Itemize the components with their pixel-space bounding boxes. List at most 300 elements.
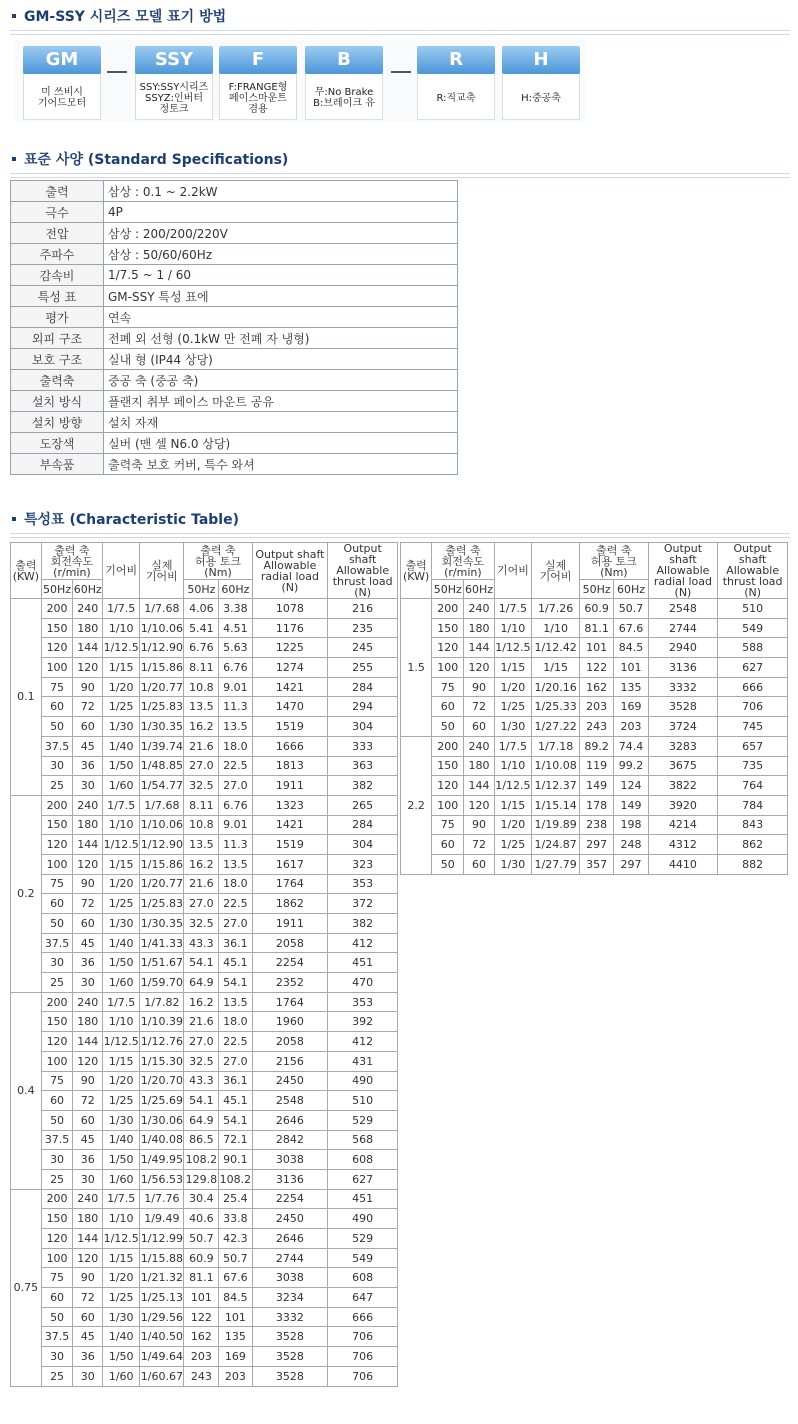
header-line: shaft [738, 553, 767, 566]
table-row [11, 1189, 398, 1209]
data-cell: 238 [580, 815, 614, 835]
divider [10, 30, 790, 35]
data-cell: 1/20 [494, 815, 532, 835]
data-cell: 120 [464, 658, 494, 678]
bullet-icon [12, 14, 16, 18]
data-cell: 101 [614, 658, 648, 678]
spec-row [11, 412, 458, 433]
data-cell: 100 [41, 854, 73, 874]
data-cell: 284 [328, 815, 398, 835]
data-cell: 745 [718, 717, 788, 737]
spec-row [11, 265, 458, 286]
data-cell: 150 [432, 618, 464, 638]
data-cell: 1/10.08 [532, 756, 580, 776]
table-row [11, 1071, 398, 1091]
data-cell: 72.1 [219, 1130, 252, 1150]
data-cell: 16.2 [184, 992, 219, 1012]
data-cell: 13.5 [184, 835, 219, 855]
spec-row [11, 202, 458, 223]
header-line: (KW) [12, 569, 39, 583]
data-cell: 13.5 [219, 992, 252, 1012]
data-cell: 25.4 [219, 1189, 252, 1209]
data-cell: 37.5 [41, 933, 73, 953]
kw-cell: 0.75 [11, 1189, 42, 1386]
data-cell: 54.1 [219, 973, 252, 993]
spec-label: 설치 방식 [11, 391, 104, 412]
table-row [11, 1366, 398, 1386]
data-cell: 120 [73, 854, 103, 874]
model-desc-line: F:FRANGE형 [228, 81, 288, 93]
data-cell: 784 [718, 795, 788, 815]
spec-row [11, 391, 458, 412]
spec-row [11, 349, 458, 370]
table-row [401, 854, 788, 874]
data-cell: 1/50 [103, 1347, 140, 1367]
data-cell: 1/40 [103, 933, 140, 953]
data-cell: 1/7.5 [494, 736, 532, 756]
spec-label: 도장색 [11, 433, 104, 454]
data-cell: 1519 [252, 835, 328, 855]
data-cell: 27.0 [219, 776, 252, 796]
divider [10, 533, 790, 538]
data-cell: 45.1 [219, 953, 252, 973]
data-cell: 1/20 [103, 1071, 140, 1091]
header-line: Output shaft [343, 542, 382, 566]
header-line: (r/min) [53, 565, 91, 579]
data-cell: 304 [328, 835, 398, 855]
data-cell: 431 [328, 1051, 398, 1071]
data-cell: 1176 [252, 618, 328, 638]
data-cell: 1/25 [494, 697, 532, 717]
data-cell: 1/12.90 [140, 835, 184, 855]
data-cell: 36 [73, 1150, 103, 1170]
data-cell: 50 [41, 1110, 73, 1130]
data-cell: 568 [328, 1130, 398, 1150]
spec-value: 전폐 외 선형 (0.1kW 만 전폐 자 냉형) [104, 328, 458, 349]
header-line: Allowable [263, 558, 317, 572]
data-cell: 1/25 [103, 1288, 140, 1308]
data-cell: 1/30 [103, 1307, 140, 1327]
data-cell: 25 [41, 776, 73, 796]
model-code-desc [502, 74, 580, 120]
table-row [11, 1012, 398, 1032]
table-row [11, 756, 398, 776]
data-cell: 30 [73, 1366, 103, 1386]
header-line: 출력 축 [445, 543, 481, 557]
data-cell: 27.0 [184, 1032, 219, 1052]
data-cell: 490 [328, 1071, 398, 1091]
model-code-box [23, 46, 101, 124]
header-hz50: 50Hz [41, 580, 73, 599]
header-hz60: 60Hz [614, 580, 648, 599]
data-cell: 588 [718, 638, 788, 658]
data-cell: 90 [73, 677, 103, 697]
data-cell: 1/12.76 [140, 1032, 184, 1052]
model-code: SSY [135, 46, 213, 74]
char-section-title: 특성표 (Characteristic Table) [12, 509, 239, 531]
data-cell: 1/15 [532, 658, 580, 678]
data-cell: 1323 [252, 795, 328, 815]
header-line: (KW) [402, 569, 430, 583]
data-cell: 1/49.64 [140, 1347, 184, 1367]
data-cell: 144 [73, 1032, 103, 1052]
data-cell: 25 [41, 973, 73, 993]
data-cell: 75 [41, 874, 73, 894]
data-cell: 3724 [648, 717, 718, 737]
data-cell: 451 [328, 953, 398, 973]
model-code-box [417, 46, 495, 124]
data-cell: 72 [464, 835, 494, 855]
data-cell: 1/40 [103, 1130, 140, 1150]
data-cell: 1/29.56 [140, 1307, 184, 1327]
spec-value: 설치 자재 [104, 412, 458, 433]
table-row [11, 815, 398, 835]
header-radial [252, 543, 328, 599]
model-code-desc [219, 74, 297, 120]
header-kw [401, 543, 432, 599]
data-cell: 240 [73, 1189, 103, 1209]
data-cell: 1/10.06 [140, 815, 184, 835]
data-cell: 75 [41, 677, 73, 697]
data-cell: 122 [184, 1307, 219, 1327]
data-cell: 45 [73, 736, 103, 756]
table-row [11, 638, 398, 658]
table-row [11, 1209, 398, 1229]
header-line: (Nm) [204, 565, 232, 579]
data-cell: 150 [41, 618, 73, 638]
spec-label: 부속품 [11, 454, 104, 475]
header-speed [41, 543, 102, 580]
data-cell: 1/25.83 [140, 894, 184, 914]
header-speed [432, 543, 494, 580]
data-cell: 203 [184, 1347, 219, 1367]
data-cell: 33.8 [219, 1209, 252, 1229]
model-desc-line: 무:No Brake [314, 87, 374, 98]
data-cell: 200 [432, 599, 464, 619]
data-cell: 1/49.95 [140, 1150, 184, 1170]
data-cell: 1/50 [103, 953, 140, 973]
data-cell: 150 [41, 815, 73, 835]
kw-cell: 0.4 [11, 992, 42, 1189]
spec-label: 주파수 [11, 244, 104, 265]
bullet-icon [12, 157, 16, 161]
model-section-title: GM-SSY 시리즈 모델 표기 방법 [12, 6, 226, 28]
data-cell: 60 [73, 1307, 103, 1327]
data-cell: 72 [73, 697, 103, 717]
table-row [11, 854, 398, 874]
data-cell: 50.7 [614, 599, 648, 619]
kw-cell: 0.1 [11, 599, 42, 796]
data-cell: 30 [73, 1169, 103, 1189]
table-row [11, 736, 398, 756]
header-actual [532, 543, 580, 599]
data-cell: 122 [580, 658, 614, 678]
data-cell: 1/60 [103, 776, 140, 796]
data-cell: 1274 [252, 658, 328, 678]
data-cell: 2450 [252, 1209, 328, 1229]
data-cell: 27.0 [184, 756, 219, 776]
data-cell: 45 [73, 1130, 103, 1150]
data-cell: 1/15 [103, 854, 140, 874]
data-cell: 42.3 [219, 1229, 252, 1249]
data-cell: 101 [580, 638, 614, 658]
data-cell: 1/10 [103, 1209, 140, 1229]
header-actual [140, 543, 184, 599]
table-row [401, 717, 788, 737]
data-cell: 54.1 [184, 953, 219, 973]
data-cell: 6.76 [219, 795, 252, 815]
header-line: Output [733, 542, 772, 555]
header-torque [580, 543, 649, 580]
data-cell: 1421 [252, 815, 328, 835]
data-cell: 2254 [252, 953, 328, 973]
data-cell: 862 [718, 835, 788, 855]
data-cell: 1/12.5 [494, 638, 532, 658]
header-line: (N) [281, 580, 299, 594]
data-cell: 1/39.74 [140, 736, 184, 756]
data-cell: 1/25 [103, 697, 140, 717]
data-cell: 240 [73, 992, 103, 1012]
data-cell: 1/21.32 [140, 1268, 184, 1288]
data-cell: 150 [41, 1012, 73, 1032]
header-line: 기어비 [145, 569, 178, 583]
data-cell: 647 [328, 1288, 398, 1308]
data-cell: 90 [73, 874, 103, 894]
data-cell: 1/15.14 [532, 795, 580, 815]
header-line: Output [663, 542, 703, 555]
data-cell: 1/7.18 [532, 736, 580, 756]
data-cell: 1/12.37 [532, 776, 580, 796]
data-cell: 1/30 [494, 717, 532, 737]
data-cell: 1/7.82 [140, 992, 184, 1012]
data-cell: 372 [328, 894, 398, 914]
data-cell: 203 [614, 717, 648, 737]
data-cell: 36 [73, 756, 103, 776]
data-cell: 90.1 [219, 1150, 252, 1170]
data-cell: 412 [328, 1032, 398, 1052]
data-cell: 21.6 [184, 1012, 219, 1032]
data-cell: 1/12.5 [103, 835, 140, 855]
data-cell: 124 [614, 776, 648, 796]
data-cell: 1/54.77 [140, 776, 184, 796]
data-cell: 50 [41, 914, 73, 934]
data-cell: 245 [328, 638, 398, 658]
data-cell: 1/15 [103, 658, 140, 678]
data-cell: 144 [73, 1229, 103, 1249]
table-row [11, 1248, 398, 1268]
data-cell: 101 [219, 1307, 252, 1327]
header-line: (N) [354, 586, 372, 599]
table-row [11, 658, 398, 678]
data-cell: 1/27.22 [532, 717, 580, 737]
data-cell: 1/20.16 [532, 677, 580, 697]
data-cell: 608 [328, 1268, 398, 1288]
data-cell: 27.0 [184, 894, 219, 914]
data-cell: 90 [73, 1071, 103, 1091]
data-cell: 75 [432, 815, 464, 835]
data-cell: 150 [41, 1209, 73, 1229]
data-cell: 200 [41, 992, 73, 1012]
data-cell: 50 [432, 717, 464, 737]
header-radial [648, 543, 718, 599]
table-row [11, 1288, 398, 1308]
spec-value: 삼상 : 50/60/60Hz [104, 244, 458, 265]
data-cell: 72 [73, 1288, 103, 1308]
data-cell: 60 [73, 914, 103, 934]
spec-row [11, 370, 458, 391]
data-cell: 1/15.88 [140, 1248, 184, 1268]
data-cell: 240 [464, 599, 494, 619]
dash-separator [107, 71, 127, 73]
data-cell: 50 [432, 854, 464, 874]
spec-value: 출력축 보호 커버, 특수 와셔 [104, 454, 458, 475]
data-cell: 1/10 [103, 815, 140, 835]
data-cell: 657 [718, 736, 788, 756]
data-cell: 1/12.42 [532, 638, 580, 658]
data-cell: 666 [718, 677, 788, 697]
dash-separator [391, 71, 411, 73]
spec-label: 보호 구조 [11, 349, 104, 370]
data-cell: 297 [614, 854, 648, 874]
kw-cell: 2.2 [401, 736, 432, 874]
data-cell: 3038 [252, 1268, 328, 1288]
data-cell: 22.5 [219, 1032, 252, 1052]
data-cell: 3283 [648, 736, 718, 756]
data-cell: 108.2 [219, 1169, 252, 1189]
data-cell: 30 [41, 756, 73, 776]
data-cell: 90 [464, 677, 494, 697]
data-cell: 22.5 [219, 894, 252, 914]
data-cell: 4.06 [184, 599, 219, 619]
data-cell: 1/51.67 [140, 953, 184, 973]
data-cell: 43.3 [184, 933, 219, 953]
data-cell: 1/12.5 [103, 638, 140, 658]
header-line: (r/min) [444, 565, 482, 579]
data-cell: 81.1 [580, 618, 614, 638]
header-line: 허용 토크 [195, 554, 242, 568]
data-cell: 60 [41, 894, 73, 914]
model-code-box [305, 46, 383, 124]
data-cell: 64.9 [184, 1110, 219, 1130]
data-cell: 30.4 [184, 1189, 219, 1209]
data-cell: 4312 [648, 835, 718, 855]
data-cell: 32.5 [184, 1051, 219, 1071]
header-hz60: 60Hz [219, 580, 252, 599]
data-cell: 1/30 [103, 717, 140, 737]
data-cell: 50.7 [219, 1248, 252, 1268]
header-line: 출력 [15, 558, 37, 572]
spec-row [11, 328, 458, 349]
data-cell: 1/19.89 [532, 815, 580, 835]
data-cell: 1/7.68 [140, 599, 184, 619]
data-cell: 357 [580, 854, 614, 874]
data-cell: 490 [328, 1209, 398, 1229]
data-cell: 8.11 [184, 658, 219, 678]
table-row [11, 1150, 398, 1170]
data-cell: 50 [41, 717, 73, 737]
data-cell: 3822 [648, 776, 718, 796]
spec-value: 중공 축 (중공 축) [104, 370, 458, 391]
data-cell: 200 [41, 599, 73, 619]
data-cell: 1/20.77 [140, 874, 184, 894]
data-cell: 60 [73, 1110, 103, 1130]
data-cell: 72 [73, 894, 103, 914]
data-cell: 1/50 [103, 756, 140, 776]
data-cell: 60 [73, 717, 103, 737]
data-cell: 284 [328, 677, 398, 697]
data-cell: 1/25.69 [140, 1091, 184, 1111]
data-cell: 1225 [252, 638, 328, 658]
data-cell: 60 [41, 697, 73, 717]
bullet-icon [12, 517, 16, 521]
table-row [11, 973, 398, 993]
data-cell: 37.5 [41, 1327, 73, 1347]
table-row [11, 1229, 398, 1249]
data-cell: 843 [718, 815, 788, 835]
data-cell: 3332 [648, 677, 718, 697]
data-cell: 180 [464, 618, 494, 638]
data-cell: 180 [464, 756, 494, 776]
header-gear: 기어비 [103, 543, 140, 599]
data-cell: 18.0 [219, 736, 252, 756]
data-cell: 1/10 [103, 1012, 140, 1032]
data-cell: 1/30.06 [140, 1110, 184, 1130]
header-torque [184, 543, 252, 580]
header-hz50: 50Hz [432, 580, 464, 599]
data-cell: 1/7.5 [103, 1189, 140, 1209]
data-cell: 135 [614, 677, 648, 697]
data-cell: 240 [464, 736, 494, 756]
table-row [11, 1032, 398, 1052]
header-line: (Nm) [600, 565, 628, 579]
data-cell: 150 [432, 756, 464, 776]
model-code-desc [135, 74, 213, 120]
data-cell: 60 [464, 717, 494, 737]
spec-label: 감속비 [11, 265, 104, 286]
data-cell: 243 [184, 1366, 219, 1386]
data-cell: 200 [41, 1189, 73, 1209]
data-cell: 67.6 [614, 618, 648, 638]
model-desc-line: H:중공축 [521, 92, 561, 104]
table-row [401, 776, 788, 796]
data-cell: 74.4 [614, 736, 648, 756]
header-line: 실제 [151, 558, 173, 572]
data-cell: 18.0 [219, 874, 252, 894]
data-cell: 1/48.85 [140, 756, 184, 776]
model-code-desc [417, 74, 495, 120]
data-cell: 1/12.99 [140, 1229, 184, 1249]
table-row [11, 717, 398, 737]
data-cell: 216 [328, 599, 398, 619]
data-cell: 120 [41, 835, 73, 855]
data-cell: 1911 [252, 914, 328, 934]
data-cell: 43.3 [184, 1071, 219, 1091]
data-cell: 333 [328, 736, 398, 756]
table-row [11, 697, 398, 717]
table-row [11, 992, 398, 1012]
data-cell: 120 [41, 1032, 73, 1052]
model-code-box [135, 46, 213, 124]
data-cell: 8.11 [184, 795, 219, 815]
data-cell: 45 [73, 933, 103, 953]
data-cell: 60 [464, 854, 494, 874]
char-table-left [10, 542, 398, 1387]
data-cell: 84.5 [614, 638, 648, 658]
data-cell: 3.38 [219, 599, 252, 619]
data-cell: 1/60 [103, 1169, 140, 1189]
data-cell: 3528 [648, 697, 718, 717]
header-line: (N) [744, 586, 762, 599]
